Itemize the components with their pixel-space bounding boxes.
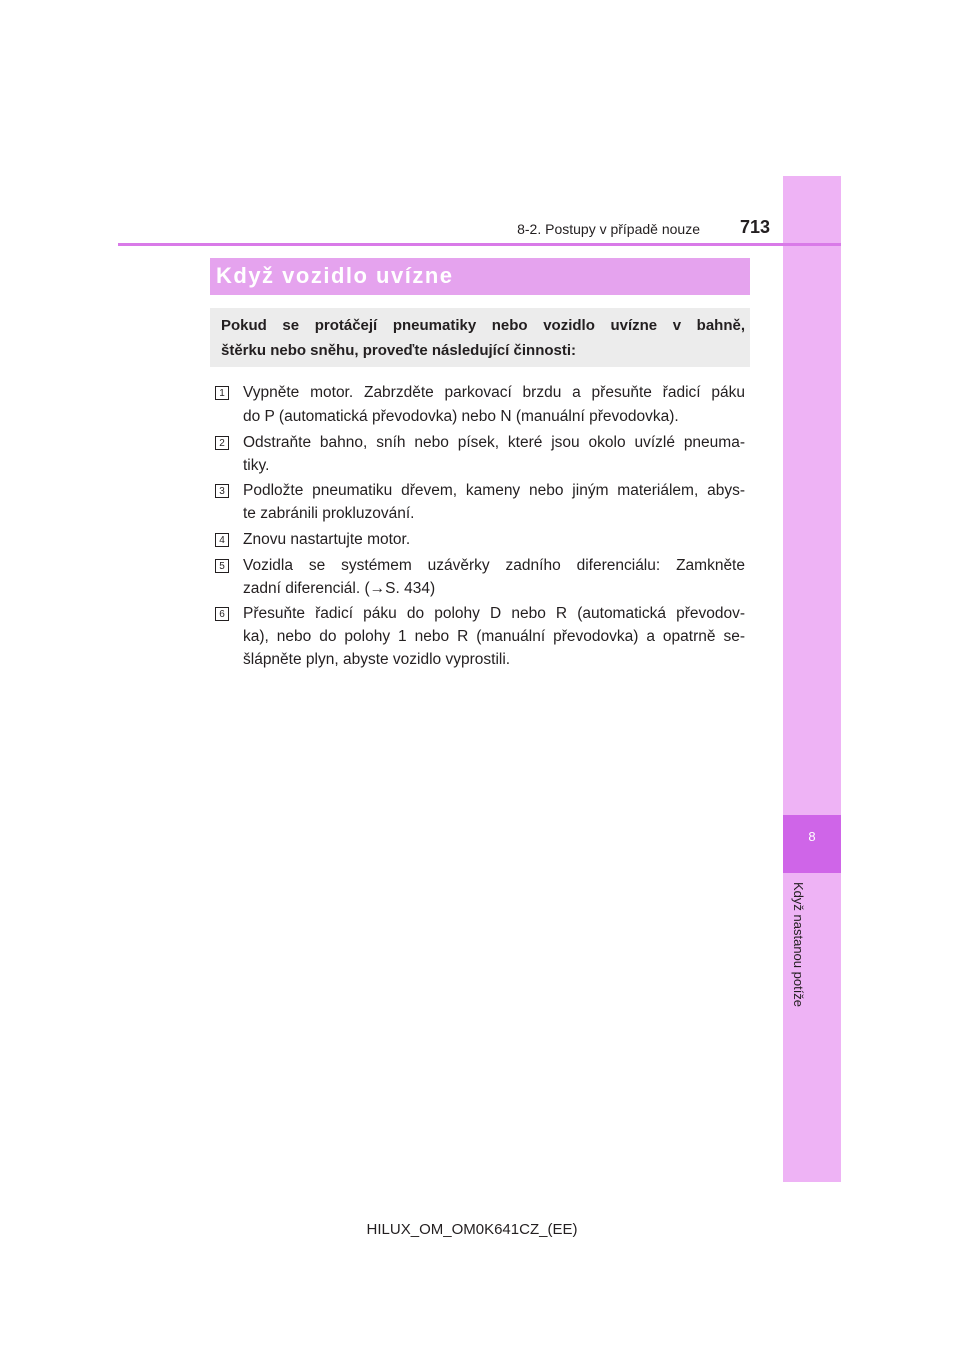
step-text-line: Podložte pneumatiku dřevem, kameny nebo jiným materiálem, abys-: [243, 482, 745, 499]
step-number-badge: 3: [215, 484, 229, 498]
step-number-badge: 5: [215, 559, 229, 573]
step-text-line: Vozidla se systémem uzávěrky zadního diferenciálu: Zamkněte: [243, 557, 745, 574]
step-number-badge: 1: [215, 386, 229, 400]
step-text-line: šlápněte plyn, abyste vozidlo vyprostili.: [243, 651, 511, 668]
chapter-number: 8: [808, 829, 816, 844]
step-text-line: Vypněte motor. Zabrzděte parkovací brzdu a přesuňte řadicí páku: [243, 384, 745, 401]
chapter-title: Když nastanou potíže: [791, 882, 806, 1008]
step-number-badge: 6: [215, 607, 229, 621]
step-text-line: do P (automatická převodovka) nebo N (manuální převodovka).: [243, 408, 679, 425]
step-text-line: ka), nebo do polohy 1 nebo R (manuální převodovka) a opatrně se-: [243, 628, 745, 645]
step-text-line: te zabránili prokluzování.: [243, 505, 415, 522]
page-number: 713: [740, 217, 771, 237]
intro-line-1: Pokud se protáčejí pneumatiky nebo vozidlo uvízne v bahně,: [221, 317, 745, 334]
header-divider: [118, 243, 841, 246]
step-text-line: zadní diferenciál. (→S. 434): [243, 580, 436, 597]
step-number-badge: 2: [215, 436, 229, 450]
section-title: Když vozidlo uvízne: [216, 263, 454, 288]
step-text-line: Přesuňte řadicí páku do polohy D nebo R (automatická převodov-: [243, 605, 745, 622]
header-section-title: 8-2. Postupy v případě nouze: [517, 221, 700, 237]
intro-line-2: štěrku nebo sněhu, proveďte následující činnosti:: [221, 342, 577, 359]
step-text-line: Odstraňte bahno, sníh nebo písek, které jsou okolo uvízlé pneuma-: [243, 434, 745, 451]
step-number-badge: 4: [215, 533, 229, 547]
chapter-tab-active: [783, 815, 841, 873]
step-text-line: tiky.: [243, 457, 270, 474]
document-code-footer: HILUX_OM_OM0K641CZ_(EE): [366, 1221, 578, 1238]
step-text-line: Znovu nastartujte motor.: [243, 531, 411, 548]
